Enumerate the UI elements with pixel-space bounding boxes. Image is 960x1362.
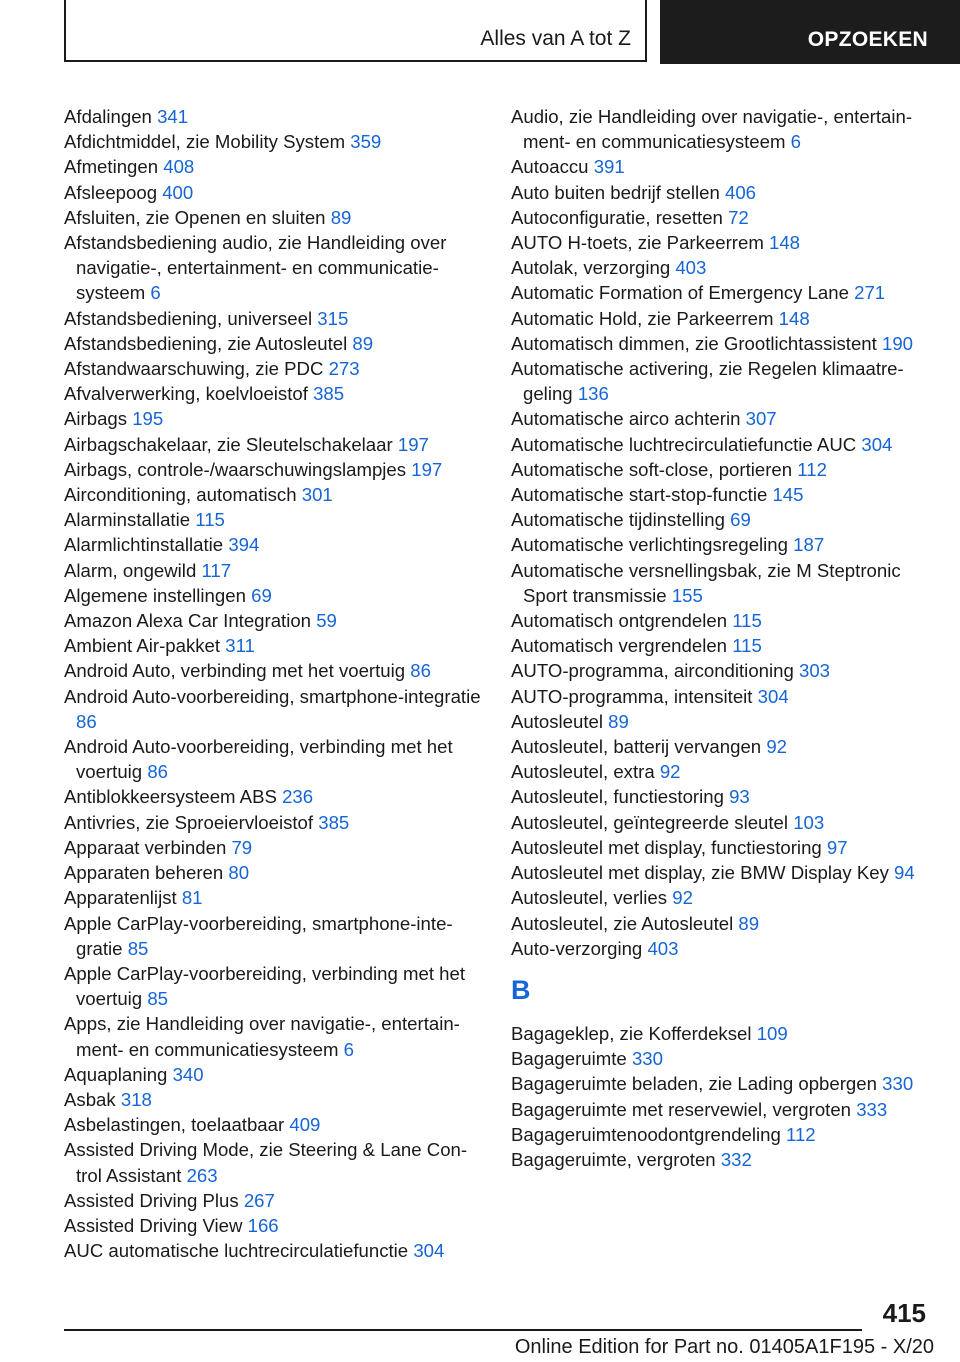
entry-page-link[interactable]: 115 [732, 610, 762, 632]
entry-page-link[interactable]: 195 [132, 408, 164, 430]
entry-term: Assisted Driving View [64, 1214, 243, 1236]
entry-term: Autoconfiguratie, resetten [511, 206, 723, 228]
entry-page-link[interactable]: 385 [318, 811, 350, 833]
entry-term: Automatische soft-close, portieren [511, 458, 793, 480]
entry-term: Autosleutel, functiestoring [511, 786, 724, 808]
index-entry [64, 633, 484, 658]
entry-term: Afsleepoog [64, 181, 158, 203]
entry-page-link[interactable]: 406 [724, 181, 757, 203]
entry-term: Aquaplaning [64, 1063, 168, 1085]
entry-page-link[interactable]: 89 [608, 710, 629, 732]
entry-page-link[interactable]: 115 [732, 635, 762, 657]
index-entry [511, 784, 931, 809]
entry-term: Afmetingen [64, 156, 159, 178]
entry-page-link[interactable]: 307 [745, 408, 777, 430]
entry-page-link[interactable]: 394 [228, 534, 260, 556]
index-entry [511, 356, 931, 406]
index-entry [64, 835, 484, 860]
entry-term: Airconditioning, automatisch [64, 484, 297, 506]
entry-page-link[interactable]: 115 [195, 509, 225, 531]
entry-page-link[interactable]: 72 [728, 206, 749, 228]
entry-term: Alarminstallatie [64, 509, 191, 531]
entry-page-link[interactable]: 81 [181, 887, 203, 909]
index-entry [64, 482, 484, 507]
index-entry [64, 658, 484, 683]
index-entry [511, 1147, 931, 1172]
entry-term: Afdalingen [64, 106, 152, 127]
entry-page-link[interactable]: 6 [150, 282, 161, 304]
page-header [64, 0, 960, 64]
index-entry [64, 911, 484, 961]
entry-term: Autosleutel met display, zie BMW Display Key [511, 862, 889, 884]
entry-term: Apple CarPlay-voorbereiding, smartphone-integratie [64, 912, 453, 959]
entry-term: Android Auto-voorbereiding, verbinding met het voertuig [64, 736, 453, 783]
index-entry [64, 205, 484, 230]
index-entry [64, 306, 484, 331]
entry-term: AUTO-programma, intensiteit [511, 685, 753, 707]
entry-page-link[interactable]: 303 [798, 660, 831, 682]
entry-term: Autosleutel, geïntegreerde sleutel [511, 811, 789, 833]
index-entry [511, 558, 931, 608]
index-entry [64, 558, 484, 583]
entry-page-link[interactable]: 136 [577, 383, 609, 405]
entry-term: Asbak [64, 1088, 116, 1110]
entry-term: Automatisch vergrendelen [511, 635, 728, 657]
lookup-tab[interactable] [660, 0, 960, 64]
entry-page-link[interactable]: 330 [882, 1073, 914, 1095]
entry-term: Bagageklep, zie Kofferdeksel [511, 1022, 752, 1044]
index-column-right [511, 104, 931, 1172]
entry-term: Alarmlichtinstallatie [64, 534, 224, 556]
index-entry [64, 1062, 484, 1087]
entry-term: Afvalverwerking, koelvloeistof [64, 383, 308, 405]
entry-page-link[interactable]: 109 [756, 1022, 788, 1044]
entry-term: Autosleutel, verlies [511, 887, 668, 909]
entry-page-link[interactable]: 86 [410, 660, 431, 682]
entry-term: Airbags, controle-/waarschuwingslampjes [64, 458, 407, 480]
entry-term: Autosleutel, extra [511, 761, 655, 783]
index-entry [511, 205, 931, 230]
footer-divider [64, 1329, 862, 1331]
index-group-a [511, 104, 931, 961]
entry-page-link[interactable]: 304 [861, 433, 893, 455]
entry-page-link[interactable]: 304 [757, 685, 789, 707]
entry-page-link[interactable]: 89 [738, 912, 760, 934]
index-entry [64, 381, 484, 406]
index-entry [64, 356, 484, 381]
entry-term: AUC automatische luchtrecirculatiefunctie [64, 1240, 409, 1262]
entry-page-link[interactable]: 86 [147, 761, 169, 783]
entry-page-link[interactable]: 340 [172, 1063, 204, 1085]
entry-term: Afstandsbediening, universeel [64, 307, 313, 329]
entry-page-link[interactable]: 103 [793, 811, 825, 833]
index-entry [511, 230, 931, 255]
entry-page-link[interactable]: 89 [330, 206, 352, 228]
entry-term: Auto-verzorging [511, 937, 643, 959]
index-entry [64, 1238, 484, 1263]
index-entry [511, 532, 931, 557]
entry-term: Antiblokkeersysteem ABS [64, 786, 277, 808]
entry-term: AUTO-programma, airconditioning [511, 660, 794, 682]
index-entry [511, 154, 931, 179]
entry-page-link[interactable]: 267 [243, 1189, 275, 1211]
entry-term: Autosleutel, zie Autosleutel [511, 912, 734, 934]
index-entry [511, 406, 931, 431]
index-entry [511, 507, 931, 532]
entry-page-link[interactable]: 197 [397, 433, 429, 455]
entry-page-link[interactable]: 79 [231, 836, 253, 858]
index-entry [64, 507, 484, 532]
entry-page-link[interactable]: 385 [313, 383, 345, 405]
entry-page-link[interactable]: 311 [225, 635, 255, 657]
index-entry [511, 608, 931, 633]
entry-page-link[interactable]: 6 [343, 1038, 354, 1060]
index-entry [511, 835, 931, 860]
entry-page-link[interactable]: 301 [301, 484, 333, 506]
entry-page-link[interactable]: 80 [228, 862, 250, 884]
entry-term: Apple CarPlay-voorbereiding, verbinding met het voertuig [64, 962, 466, 1010]
entry-term: Automatische start-stop-functie [511, 484, 768, 506]
index-entry [511, 885, 931, 910]
entry-term: Amazon Alexa Car Integration [64, 610, 312, 632]
index-entry [511, 936, 931, 961]
entry-page-link[interactable]: 359 [350, 131, 382, 153]
index-entry [511, 180, 931, 205]
entry-term: Assisted Driving Plus [64, 1189, 239, 1211]
entry-term: Automatisch dimmen, zie Grootlichtassistent [511, 332, 877, 354]
entry-page-link[interactable]: 97 [826, 836, 848, 858]
entry-page-link[interactable]: 263 [186, 1164, 218, 1186]
entry-term: Bagageruimte met reservewiel, vergroten [511, 1098, 852, 1120]
entry-term: Afstandsbediening, zie Autosleutel [64, 332, 348, 354]
index-entry [64, 230, 484, 306]
entry-term: Bagageruimte [511, 1048, 627, 1070]
entry-page-link[interactable]: 89 [352, 332, 374, 354]
entry-page-link[interactable]: 315 [317, 307, 349, 329]
index-entry [511, 633, 931, 658]
index-entry [64, 860, 484, 885]
index-entry [511, 810, 931, 835]
entry-term: Alarm, ongewild [64, 559, 197, 581]
entry-page-link[interactable]: 86 [76, 710, 97, 732]
index-entry [511, 331, 931, 356]
entry-term: Apparaat verbinden [64, 836, 227, 858]
entry-page-link[interactable]: 330 [631, 1048, 663, 1070]
index-entry [511, 1071, 931, 1096]
entry-page-link[interactable]: 93 [729, 786, 750, 808]
entry-term: Automatic Formation of Emergency Lane [511, 282, 849, 304]
index-entry [64, 129, 484, 154]
index-column-left [64, 104, 484, 1263]
entry-term: Android Auto, verbinding met het voertuig [64, 660, 406, 682]
entry-term: Autolak, verzorging [511, 257, 671, 279]
entry-page-link[interactable]: 403 [647, 937, 679, 959]
entry-term: Automatische versnellingsbak, zie M Steptronic Sport transmissie [511, 559, 901, 606]
index-entry [64, 1087, 484, 1112]
index-entry [64, 432, 484, 457]
entry-term: Bagageruimte beladen, zie Lading opbergen [511, 1073, 877, 1095]
index-entry [64, 532, 484, 557]
entry-page-link[interactable]: 190 [882, 332, 914, 354]
entry-page-link[interactable]: 332 [720, 1148, 752, 1170]
entry-page-link[interactable]: 85 [127, 937, 149, 959]
page-number: 415 [882, 1298, 926, 1328]
index-entry [511, 255, 931, 280]
index-entry [511, 306, 931, 331]
index-entry [64, 684, 484, 734]
index-entry [64, 1011, 484, 1061]
entry-term: Autosleutel, batterij vervangen [511, 736, 762, 758]
entry-term: Afstandwaarschuwing, zie PDC [64, 358, 324, 380]
entry-term: Asbelastingen, toelaatbaar [64, 1114, 285, 1136]
index-entry [511, 734, 931, 759]
section-letter: B [511, 974, 531, 1005]
entry-term: Android Auto-voorbereiding, smartphone-integratie [64, 685, 481, 707]
entry-page-link[interactable]: 236 [282, 786, 314, 808]
entry-term: Apps, zie Handleiding over navigatie-, entertainment- en communicatiesysteem [64, 1013, 460, 1060]
entry-page-link[interactable]: 112 [786, 1123, 816, 1145]
index-entry [64, 154, 484, 179]
index-entry [64, 734, 484, 784]
entry-term: Automatisch ontgrendelen [511, 610, 728, 632]
entry-term: Automatische activering, zie Regelen klimaatregeling [511, 358, 904, 405]
index-entry [511, 482, 931, 507]
entry-term: AUTO H-toets, zie Parkeerrem [511, 232, 764, 254]
entry-page-link[interactable]: 155 [671, 584, 703, 606]
index-entry [64, 180, 484, 205]
entry-term: Automatische verlichtingsregeling [511, 534, 788, 556]
index-entry [511, 1122, 931, 1147]
entry-term: Autosleutel met display, functiestoring [511, 836, 822, 858]
entry-term: Afstandsbediening audio, zie Handleiding over navigatie-, entertainment- en communicatiesysteem [64, 232, 447, 304]
index-entry [511, 684, 931, 709]
edition-text: Online Edition for Part no. 01405A1F195 - X/20 [514, 1336, 934, 1358]
index-entry [511, 658, 931, 683]
entry-page-link[interactable]: 148 [768, 232, 801, 254]
entry-page-link[interactable]: 92 [672, 887, 693, 909]
entry-page-link[interactable]: 400 [162, 181, 194, 203]
index-entry [511, 911, 931, 936]
entry-term: Autoaccu [511, 156, 589, 178]
index-entry [64, 1188, 484, 1213]
entry-page-link[interactable]: 187 [793, 534, 825, 556]
entry-page-link[interactable]: 304 [413, 1240, 445, 1262]
index-entry [64, 1213, 484, 1238]
entry-page-link[interactable]: 271 [854, 282, 886, 304]
index-entry [64, 583, 484, 608]
index-entry [64, 104, 484, 129]
entry-page-link[interactable]: 85 [147, 988, 169, 1010]
entry-term: Afdichtmiddel, zie Mobility System [64, 131, 346, 153]
entry-term: Apparaten beheren [64, 862, 224, 884]
index-entry [64, 406, 484, 431]
entry-term: Antivries, zie Sproeiervloeistof [64, 811, 314, 833]
index-entry [511, 709, 931, 734]
index-entry [511, 759, 931, 784]
entry-page-link[interactable]: 403 [675, 257, 707, 279]
entry-page-link[interactable]: 409 [289, 1114, 321, 1136]
index-group-b [511, 1021, 931, 1172]
entry-term: Audio, zie Handleiding over navigatie-, entertainment- en communicatiesysteem [511, 106, 913, 153]
lookup-tab-label: OPZOEKEN [807, 28, 928, 51]
entry-page-link[interactable]: 273 [328, 358, 360, 380]
index-entry [511, 432, 931, 457]
entry-page-link[interactable]: 145 [772, 484, 804, 506]
index-entry [511, 104, 931, 154]
entry-page-link[interactable]: 94 [894, 862, 915, 884]
entry-page-link[interactable]: 333 [856, 1098, 888, 1120]
entry-term: Bagageruimtenoodontgrendeling [511, 1123, 781, 1145]
entry-term: Airbagschakelaar, zie Sleutelschakelaar [64, 433, 393, 455]
index-entry [64, 331, 484, 356]
index-entry [511, 860, 931, 885]
entry-term: Afsluiten, zie Openen en sluiten [64, 206, 326, 228]
index-entry [64, 885, 484, 910]
entry-term: Assisted Driving Mode, zie Steering & Lane Control Assistant [64, 1139, 468, 1186]
index-entry [64, 1112, 484, 1137]
entry-term: Automatische luchtrecirculatiefunctie AUC [511, 433, 857, 455]
entry-page-link[interactable]: 69 [730, 509, 751, 531]
entry-page-link[interactable]: 148 [778, 307, 810, 329]
entry-page-link[interactable]: 197 [411, 458, 443, 480]
entry-page-link[interactable]: 166 [247, 1214, 279, 1236]
index-entry [511, 280, 931, 305]
entry-page-link[interactable]: 117 [201, 559, 232, 581]
section-tab[interactable] [64, 0, 647, 62]
entry-page-link[interactable]: 318 [120, 1088, 152, 1110]
entry-term: Ambient Air-pakket [64, 635, 221, 657]
index-entry [64, 608, 484, 633]
index-entry [64, 810, 484, 835]
index-entry [511, 1097, 931, 1122]
index-entry [511, 1021, 931, 1046]
entry-term: Automatische tijdinstelling [511, 509, 725, 531]
entry-term: Bagageruimte, vergroten [511, 1148, 716, 1170]
entry-page-link[interactable]: 6 [790, 131, 801, 153]
entry-page-link[interactable]: 341 [157, 106, 189, 127]
entry-page-link[interactable]: 408 [163, 156, 195, 178]
entry-page-link[interactable]: 112 [797, 458, 827, 480]
index-entry [64, 784, 484, 809]
entry-term: Apparatenlijst [64, 887, 177, 909]
entry-page-link[interactable]: 59 [316, 610, 337, 632]
entry-term: Algemene instellingen [64, 584, 246, 606]
section-tab-label: Alles van A tot Z [480, 27, 631, 50]
index-entry [64, 961, 484, 1011]
index-entry [64, 457, 484, 482]
entry-page-link[interactable]: 92 [659, 761, 681, 783]
entry-term: Autosleutel [511, 710, 603, 732]
index-entry [64, 1137, 484, 1187]
entry-term: Automatic Hold, zie Parkeerrem [511, 307, 774, 329]
entry-page-link[interactable]: 69 [251, 584, 272, 606]
entry-term: Automatische airco achterin [511, 408, 741, 430]
entry-term: Auto buiten bedrijf stellen [511, 181, 720, 203]
index-entry [511, 457, 931, 482]
entry-page-link[interactable]: 92 [766, 736, 787, 758]
entry-term: Airbags [64, 408, 128, 430]
index-entry [511, 1046, 931, 1071]
entry-page-link[interactable]: 391 [593, 156, 625, 178]
